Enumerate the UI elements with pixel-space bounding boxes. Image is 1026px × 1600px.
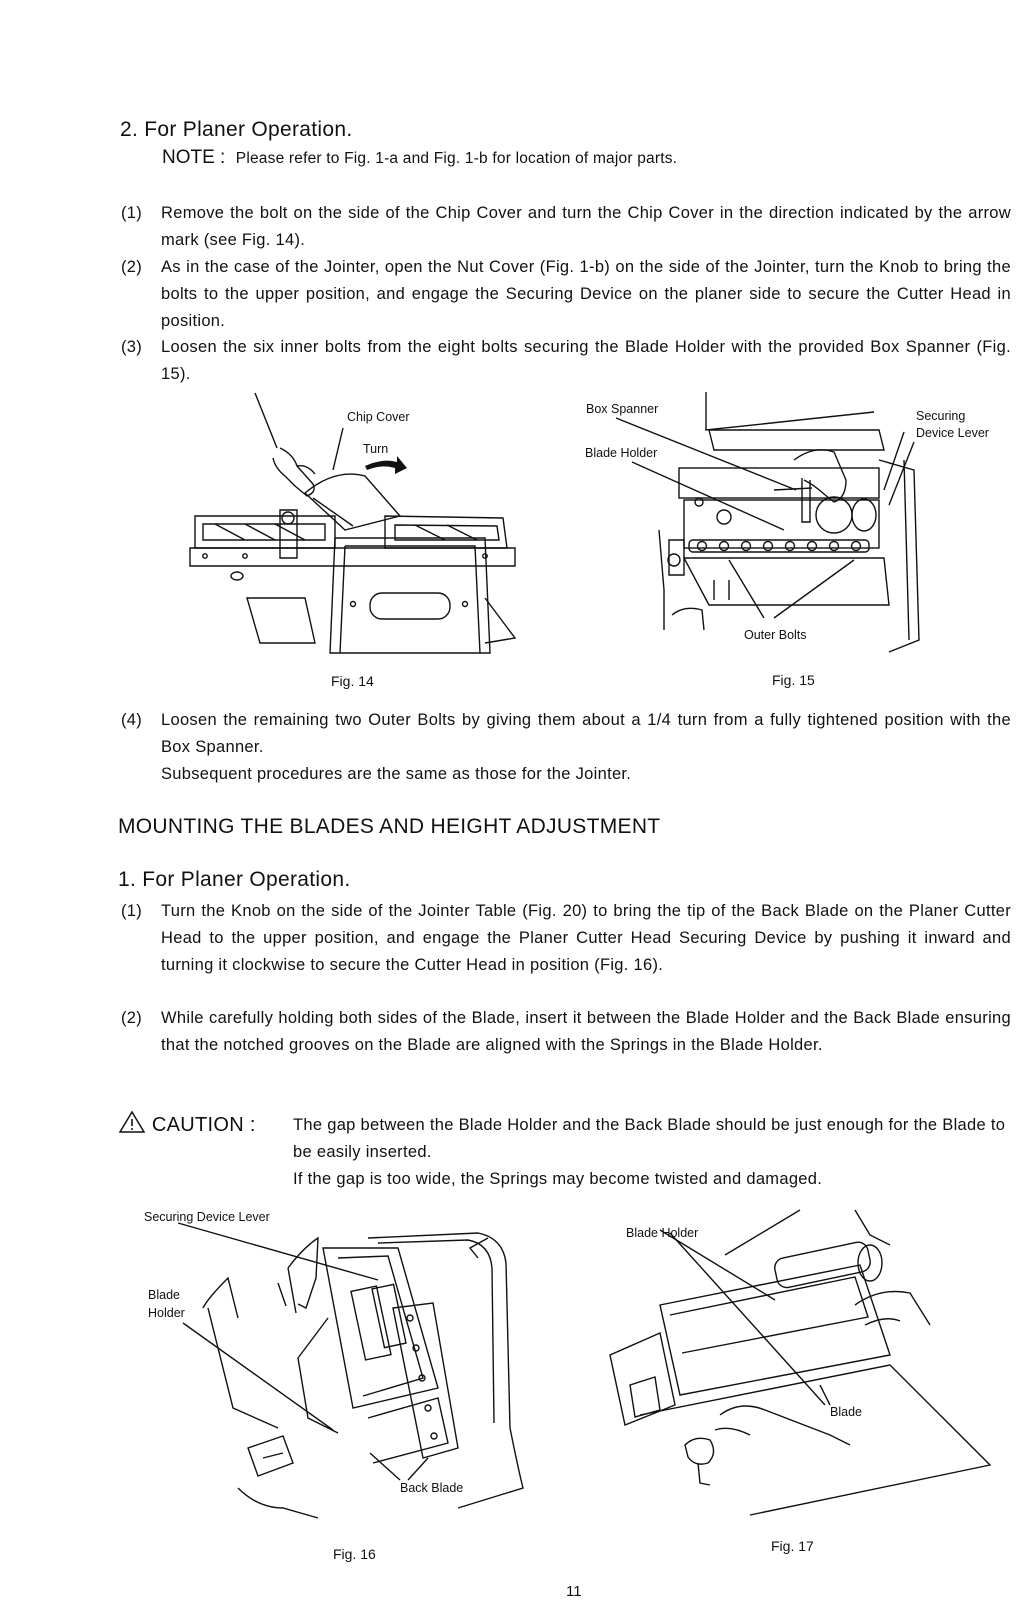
planer-step-3 bbox=[121, 334, 1011, 388]
step-number: (4) bbox=[121, 711, 143, 729]
fig15-label-blade-holder: Blade Holder bbox=[585, 446, 658, 460]
step-text: Turn the Knob on the side of the Jointer Table (Fig. 20) to bring the tip of the Back Blade on the Planer Cutter Head to the upper position, and engage the Planer Cutter Head Securing Device by pushing it inward and turning it clockwise to secure the Cutter Head in position (Fig. 16). bbox=[161, 902, 1011, 974]
mounting-subheading: 1. For Planer Operation. bbox=[118, 868, 351, 891]
step-text: Loosen the six inner bolts from the eight bolts securing the Blade Holder with the provided Box Spanner (Fig. 15). bbox=[161, 338, 1011, 383]
step-number: (1) bbox=[121, 902, 143, 920]
fig14-caption: Fig. 14 bbox=[331, 673, 374, 689]
fig14-illustration bbox=[185, 388, 525, 663]
fig15-label-outer-bolts: Outer Bolts bbox=[744, 628, 807, 642]
fig16-label-securing-device-lever: Securing Device Lever bbox=[144, 1210, 270, 1224]
warning-triangle-icon bbox=[118, 1110, 146, 1134]
fig14-label-chip-cover: Chip Cover bbox=[347, 410, 410, 424]
fig16-label-blade: Blade bbox=[148, 1288, 180, 1302]
figure-16 bbox=[138, 1208, 538, 1538]
fig15-label-securing: Securing bbox=[916, 409, 966, 423]
step-number: (2) bbox=[121, 258, 143, 276]
caution-line-2: If the gap is too wide, the Springs may become twisted and damaged. bbox=[293, 1170, 823, 1188]
caution-text bbox=[293, 1112, 1013, 1193]
note-line bbox=[162, 147, 677, 169]
fig14-label-turn: Turn bbox=[363, 442, 389, 456]
figure-15 bbox=[584, 390, 1004, 660]
mounting-heading: MOUNTING THE BLADES AND HEIGHT ADJUSTMENT bbox=[118, 815, 661, 838]
subsequent-procedures-note: Subsequent procedures are the same as those for the Jointer. bbox=[161, 765, 632, 783]
note-tag: NOTE : bbox=[162, 147, 226, 168]
fig16-illustration bbox=[138, 1208, 538, 1538]
planer-step-2 bbox=[121, 254, 1011, 335]
planer-step-4 bbox=[121, 707, 1011, 761]
fig15-caption: Fig. 15 bbox=[772, 672, 815, 688]
note-text: Please refer to Fig. 1-a and Fig. 1-b for location of major parts. bbox=[235, 150, 678, 167]
caution-line-1: The gap between the Blade Holder and the Back Blade should be just enough for the Blade to be easily inserted. bbox=[293, 1116, 1006, 1161]
step-number: (3) bbox=[121, 338, 143, 356]
step-text: Loosen the remaining two Outer Bolts by giving them about a 1/4 turn from a fully tightened position with the Box Spanner. bbox=[161, 711, 1011, 756]
fig17-label-blade-holder: Blade Holder bbox=[626, 1226, 699, 1240]
mounting-step-2 bbox=[121, 1005, 1011, 1059]
fig16-caption: Fig. 16 bbox=[333, 1546, 376, 1562]
step-number: (2) bbox=[121, 1009, 143, 1027]
step-number: (1) bbox=[121, 204, 143, 222]
step-text: As in the case of the Jointer, open the Nut Cover (Fig. 1-b) on the side of the Jointer, turn the Knob to bring the bolts to the upper position, and engage the Securing Device on the planer side to secure the Cutter Head in position. bbox=[161, 258, 1011, 330]
fig16-label-back-blade: Back Blade bbox=[400, 1481, 464, 1495]
fig17-caption: Fig. 17 bbox=[771, 1538, 814, 1554]
page-number: 11 bbox=[566, 1583, 582, 1600]
fig15-label-device-lever: Device Lever bbox=[916, 426, 989, 440]
step-text: While carefully holding both sides of the Blade, insert it between the Blade Holder and the Back Blade ensuring that the notched grooves on the Blade are aligned with the Springs in the Blade Holder. bbox=[161, 1009, 1011, 1054]
fig17-illustration bbox=[600, 1205, 1000, 1520]
caution-title: CAUTION : bbox=[151, 1114, 256, 1136]
figure-14 bbox=[185, 388, 525, 663]
mounting-step-1 bbox=[121, 898, 1011, 979]
planer-step-1 bbox=[121, 200, 1011, 254]
fig15-label-box-spanner: Box Spanner bbox=[586, 402, 659, 416]
fig17-label-blade: Blade bbox=[830, 1405, 862, 1419]
section-heading-planer-operation: 2. For Planer Operation. bbox=[120, 118, 353, 141]
fig16-label-holder: Holder bbox=[148, 1306, 185, 1320]
caution-heading bbox=[118, 1110, 256, 1137]
step-text: Remove the bolt on the side of the Chip Cover and turn the Chip Cover in the direction indicated by the arrow mark (see Fig. 14). bbox=[161, 204, 1011, 249]
figure-17 bbox=[600, 1205, 1000, 1520]
